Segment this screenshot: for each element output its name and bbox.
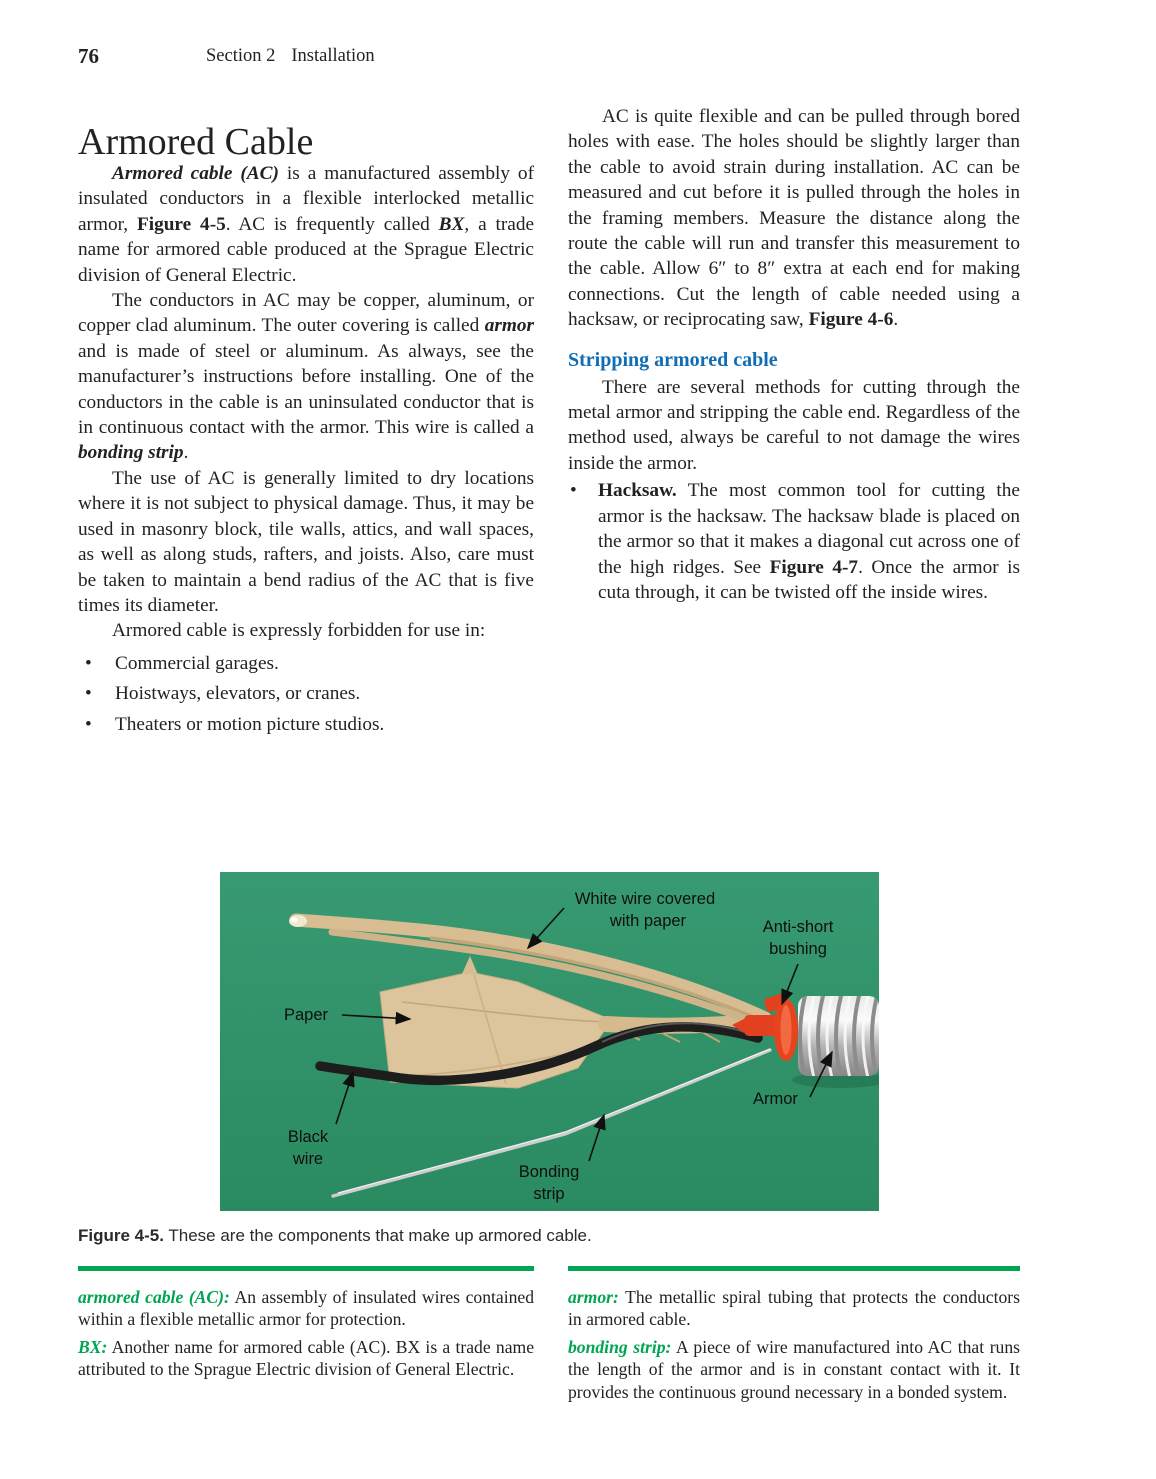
section-header — [206, 46, 375, 67]
figure-photo — [220, 872, 879, 1211]
bullet-list — [78, 651, 534, 737]
glossary-definition: The metallic spiral tubing that protects the conductors in armored cable. — [568, 1287, 1020, 1330]
list-item-text: Hoistways, elevators, or cranes. — [115, 683, 361, 705]
paragraph: The use of AC is generally limited to dry locations where it is not subject to physical damage. Thus, it may be used in masonry block, tile walls, attics, and wall spaces, as well as along studs, rafters, and joists. Also, care must be taken to maintain a bend radius of the AC that is five times its diameter. — [78, 467, 534, 616]
paragraph: The conductors in AC may be copper, aluminum, or copper clad aluminum. The outer covering is called armor and is made of steel or aluminum. As always, see the manufacturer’s instructions before installing. One of the conductors in the cable is an uninsulated conductor that is in continuous contact with the armor. This wire is called a bonding strip. — [78, 290, 534, 464]
glossary-rule-left — [78, 1266, 534, 1271]
armored-cable-photo — [220, 872, 879, 1211]
glossary-entry — [568, 1286, 1020, 1331]
paragraph: There are several methods for cutting through the metal armor and stripping the cable end. Regardless of the method used, always be careful to not damage the wires inside the armor. — [568, 376, 1020, 474]
bullet-icon: • — [85, 652, 92, 674]
glossary-term: bonding strip: — [568, 1336, 672, 1357]
glossary-entry — [78, 1286, 534, 1331]
left-column — [78, 161, 534, 742]
page-title: Armored Cable — [78, 121, 314, 164]
bullet-icon: • — [85, 683, 92, 705]
label-black-wire: Black — [287, 1128, 329, 1146]
glossary-right-column — [568, 1286, 1020, 1408]
list-item-text: Hacksaw. The most common tool for cutting the armor is the hacksaw. The hacksaw blade is placed on the armor so that it makes a diagonal cut across one of the high ridges. See Figure 4-7. Once the armor is cuta through, it can be twisted off the inside wires. — [598, 480, 1020, 603]
section-name: Installation — [291, 46, 375, 66]
glossary-definition: An assembly of insulated wires contained within a flexible metallic armor for protection. — [78, 1287, 534, 1330]
page-number: 76 — [78, 44, 99, 68]
paragraph: AC is quite flexible and can be pulled through bored holes with ease. The holes should be slightly larger than the cable to avoid strain during installation. AC can be measured and cut before it is pulled through the holes in the framing members. Measure the distance along the route the cable will run and transfer this measurement to the cable. Allow 6″ to 8″ extra at each end for making connections. Cut the length of cable needed using a hacksaw, or reciprocating saw, Figure 4-6. — [568, 106, 1020, 331]
glossary-term: armor: — [568, 1287, 619, 1307]
list-item — [568, 478, 1020, 605]
list-item-text: Theaters or motion picture studios. — [115, 713, 385, 735]
list-item — [78, 712, 534, 737]
label-white-wire: White wire covered — [574, 890, 716, 908]
glossary-entry — [568, 1336, 1020, 1403]
label-bonding-strip: Bonding — [518, 1163, 580, 1181]
paragraph: Armored cable is expressly forbidden for use in: — [112, 620, 486, 642]
right-column — [568, 104, 1020, 605]
label-bonding-strip-2: strip — [533, 1185, 565, 1203]
subsection-heading: Stripping armored cable — [568, 348, 778, 371]
glossary-entry — [78, 1336, 534, 1381]
glossary-rule-right — [568, 1266, 1020, 1271]
list-item — [78, 681, 534, 706]
label-anti-short: Anti-short — [762, 918, 834, 936]
bullet-icon: • — [85, 713, 92, 735]
figure-caption — [78, 1226, 1008, 1246]
list-item-text: Commercial garages. — [115, 652, 279, 674]
glossary-left-column — [78, 1286, 534, 1386]
paragraph: Armored cable (AC) is a manufactured assembly of insulated conductors in a flexible interlocked metallic armor, Figure 4-5. AC is frequently called BX, a trade name for armored cable produced at the Sprague Electric division of General Electric. — [78, 163, 535, 286]
section-label: Section 2 — [206, 46, 276, 66]
glossary-term: armored cable (AC): — [78, 1287, 230, 1307]
glossary-term: BX: — [78, 1336, 108, 1357]
bullet-icon: • — [570, 480, 577, 502]
glossary-definition: A piece of wire manufactured into AC that runs the length of the armor and is in constant contact with it. It provides the continuous ground necessary in a bonded system. — [568, 1336, 1020, 1402]
list-item — [78, 651, 534, 676]
figure-caption-label: Figure 4-5. — [78, 1226, 164, 1245]
glossary-definition: Another name for armored cable (AC). BX is a trade name attributed to the Sprague Electric division of General Electric. — [78, 1336, 534, 1380]
label-anti-short-2: bushing — [769, 940, 827, 958]
running-head — [78, 44, 1020, 70]
label-paper: Paper — [284, 1006, 329, 1024]
label-black-wire-2: wire — [292, 1150, 324, 1168]
figure-caption-text: These are the components that make up armored cable. — [163, 1226, 592, 1245]
label-white-wire-2: with paper — [609, 912, 687, 930]
label-armor: Armor — [753, 1090, 798, 1108]
armor-tube — [798, 992, 879, 1082]
